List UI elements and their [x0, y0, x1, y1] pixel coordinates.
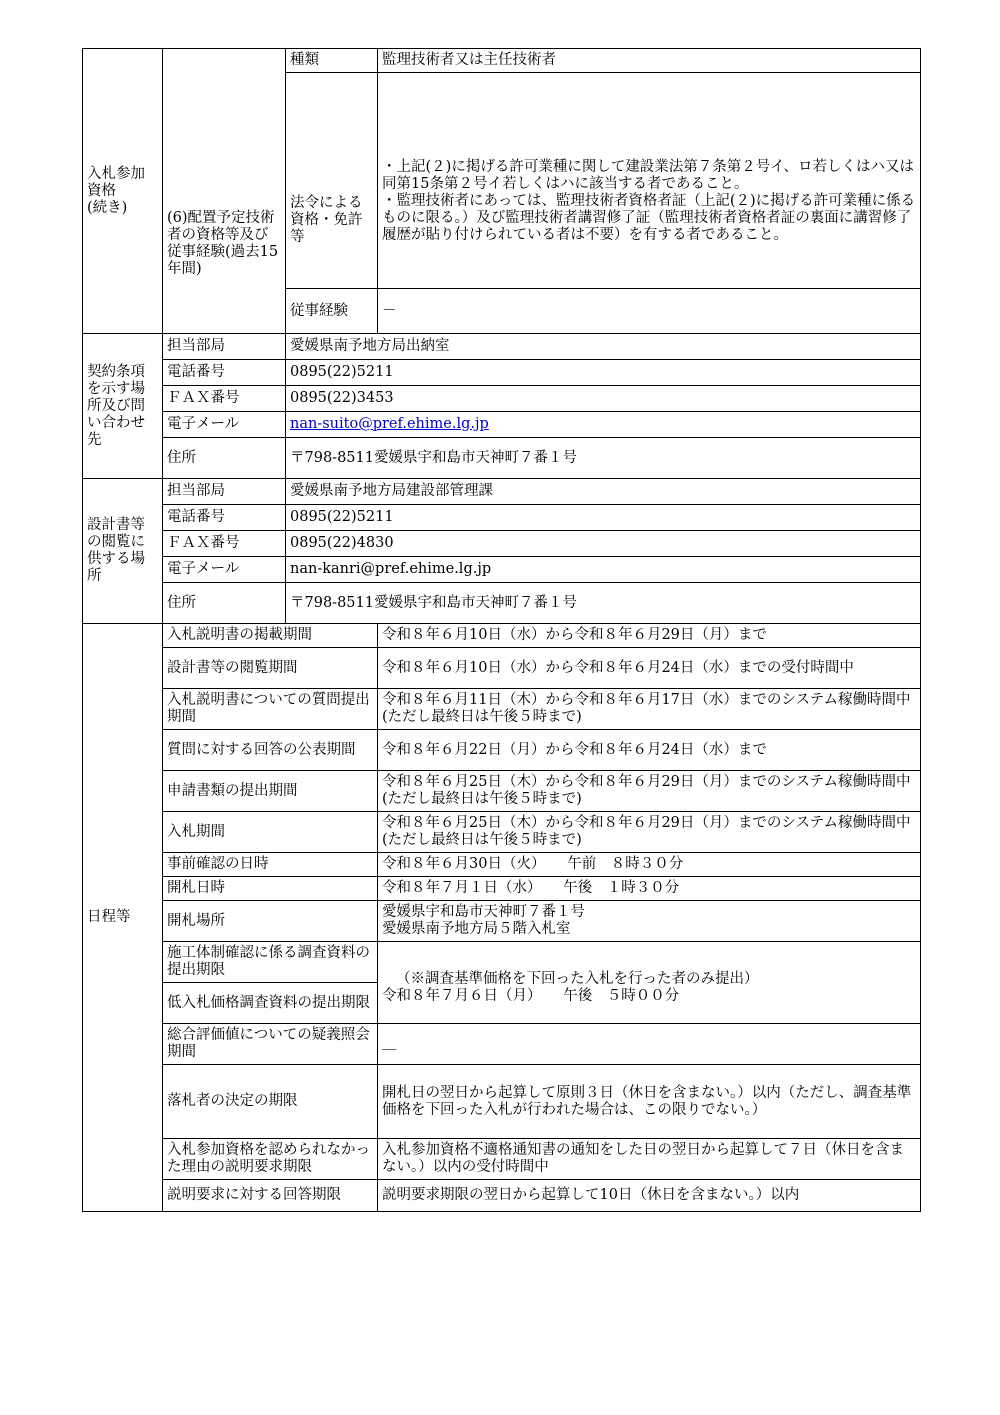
- contract-phone-label: 電話番号: [163, 360, 286, 386]
- license-value: ・上記(２)に掲げる許可業種に関して建設業法第７条第２号イ、ロ若しくはハ又は同第15条第２号イ若しくはハに該当する者であること。 ・監理技術者にあっては、監理技術者資格者証（上記(２)に掲げる許可業種に係るものに限る。）及び監理技術者講習修了証（監理技術者資格者証の裏面に講習修了履歴が貼り付けられている者は不要）を有する者であること。: [378, 73, 921, 289]
- schedule-row-label: 質問に対する回答の公表期間: [163, 730, 378, 771]
- type-label: 種類: [286, 49, 378, 73]
- schedule-row-value: 令和８年７月１日（水） 午後 １時３０分: [378, 877, 921, 901]
- schedule-row-label: 開札日時: [163, 877, 378, 901]
- design-email-label: 電子メール: [163, 557, 286, 583]
- contract-fax-label: ＦＡＸ番号: [163, 386, 286, 412]
- design-address-value: 〒798-8511愛媛県宇和島市天神町７番１号: [286, 583, 921, 624]
- decision-deadline-label: 落札者の決定の期限: [163, 1065, 378, 1139]
- schedule-row-value: 令和８年６月10日（水）から令和８年６月24日（水）までの受付時間中: [378, 648, 921, 689]
- schedule-row-label: 申請書類の提出期間: [163, 771, 378, 812]
- design-phone-label: 電話番号: [163, 505, 286, 531]
- experience-value: －: [378, 289, 921, 334]
- survey-date: 令和８年７月６日（月） 午後 ５時００分: [382, 988, 680, 1004]
- type-value: 監理技術者又は主任技術者: [378, 49, 921, 73]
- design-dept-label: 担当部局: [163, 479, 286, 505]
- schedule-row-value: 令和８年６月22日（月）から令和８年６月24日（水）まで: [378, 730, 921, 771]
- schedule-row-label: 入札説明書についての質問提出期間: [163, 689, 378, 730]
- contract-dept-value: 愛媛県南予地方局出納室: [286, 334, 921, 360]
- design-fax-label: ＦＡＸ番号: [163, 531, 286, 557]
- schedule-row-value: 令和８年６月11日（木）から令和８年６月17日（水）までのシステム稼働時間中(ただし最終日は午後５時まで): [378, 689, 921, 730]
- low-bid-deadline-label: 低入札価格調査資料の提出期限: [163, 983, 378, 1024]
- answer-deadline-value: 説明要求期限の翌日から起算して10日（休日を含まない。）以内: [378, 1180, 921, 1212]
- qualification-item-label: (6)配置予定技術者の資格等及び従事経験(過去15年間): [163, 49, 286, 334]
- schedule-row-label: 設計書等の閲覧期間: [163, 648, 378, 689]
- qualification-category: 入札参加 資格 (続き): [83, 49, 163, 334]
- contract-contact-category: 契約条項を示す場所及び問い合わせ先: [83, 334, 163, 479]
- contract-email-label: 電子メール: [163, 412, 286, 438]
- license-label: 法令による資格・免許等: [286, 73, 378, 289]
- survey-deadline-label: 施工体制確認に係る調査資料の提出期限: [163, 942, 378, 983]
- schedule-row-value: 令和８年６月25日（木）から令和８年６月29日（月）までのシステム稼働時間中(ただし最終日は午後５時まで): [378, 812, 921, 853]
- schedule-row-label: 開札場所: [163, 901, 378, 942]
- reason-request-value: 入札参加資格不適格通知書の通知をした日の翌日から起算して７日（休日を含まない。）以内の受付時間中: [378, 1139, 921, 1180]
- contract-address-value: 〒798-8511愛媛県宇和島市天神町７番１号: [286, 438, 921, 479]
- schedule-row-label: 入札説明書の掲載期間: [163, 624, 378, 648]
- schedule-row-value: 令和８年６月25日（木）から令和８年６月29日（月）までのシステム稼働時間中(ただし最終日は午後５時まで): [378, 771, 921, 812]
- design-fax-value: 0895(22)4830: [286, 531, 921, 557]
- schedule-row-label: 入札期間: [163, 812, 378, 853]
- schedule-row-value: 愛媛県宇和島市天神町７番１号 愛媛県南予地方局５階入札室: [378, 901, 921, 942]
- contract-address-label: 住所: [163, 438, 286, 479]
- contract-email-link[interactable]: nan-suito@pref.ehime.lg.jp: [290, 416, 489, 432]
- document-table: [82, 48, 921, 1212]
- inquiry-period-value: ＿: [378, 1024, 921, 1065]
- design-address-label: 住所: [163, 583, 286, 624]
- decision-deadline-value: 開札日の翌日から起算して原則３日（休日を含まない。）以内（ただし、調査基準価格を下回った入札が行われた場合は、この限りでない。）: [378, 1065, 921, 1139]
- survey-note: （※調査基準価格を下回った入札を行った者のみ提出）: [396, 971, 759, 987]
- contract-email-cell: [286, 412, 921, 438]
- schedule-category: 日程等: [83, 624, 163, 1212]
- contract-fax-value: 0895(22)3453: [286, 386, 921, 412]
- design-email-value: nan-kanri@pref.ehime.lg.jp: [286, 557, 921, 583]
- schedule-row-value: 令和８年６月30日（火） 午前 ８時３０分: [378, 853, 921, 877]
- design-docs-category: 設計書等の閲覧に供する場所: [83, 479, 163, 624]
- survey-deadline-value: [378, 942, 921, 1024]
- design-phone-value: 0895(22)5211: [286, 505, 921, 531]
- inquiry-period-label: 総合評価値についての疑義照会期間: [163, 1024, 378, 1065]
- schedule-row-label: 事前確認の日時: [163, 853, 378, 877]
- design-dept-value: 愛媛県南予地方局建設部管理課: [286, 479, 921, 505]
- contract-phone-value: 0895(22)5211: [286, 360, 921, 386]
- contract-dept-label: 担当部局: [163, 334, 286, 360]
- schedule-row-value: 令和８年６月10日（水）から令和８年６月29日（月）まで: [378, 624, 921, 648]
- reason-request-label: 入札参加資格を認められなかった理由の説明要求期限: [163, 1139, 378, 1180]
- experience-label: 従事経験: [286, 289, 378, 334]
- answer-deadline-label: 説明要求に対する回答期限: [163, 1180, 378, 1212]
